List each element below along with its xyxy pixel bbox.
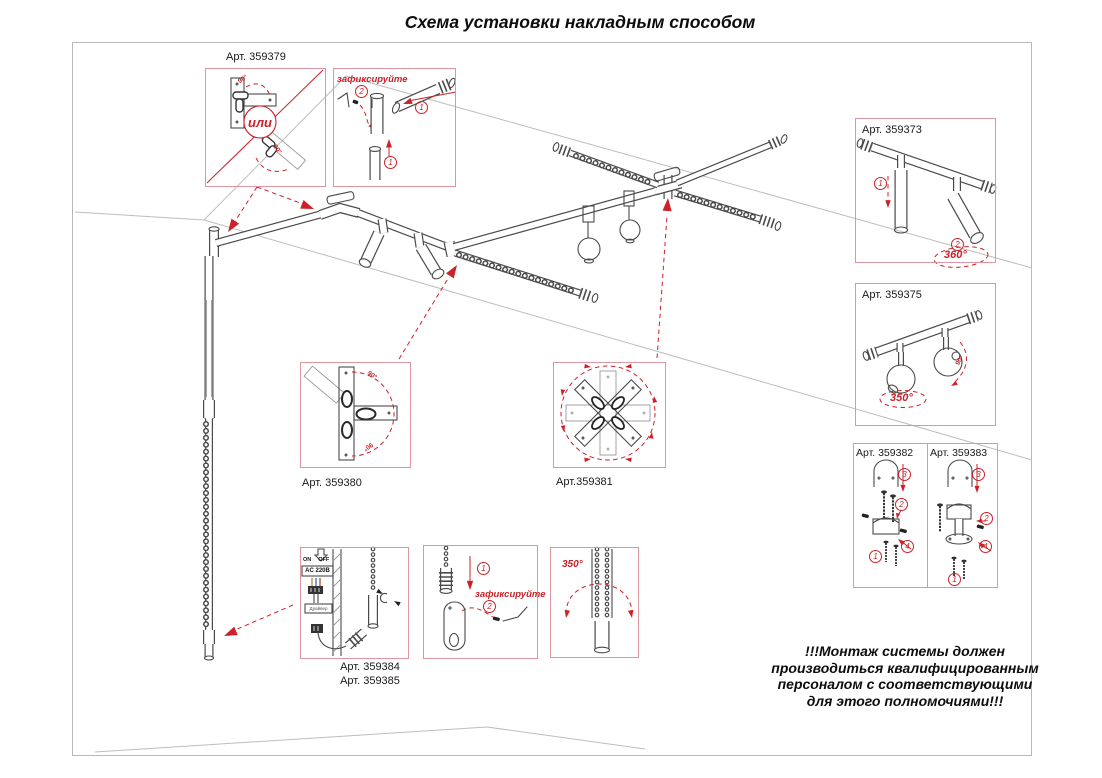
ceiling-cross: [552, 134, 788, 263]
inset-box-359373: [855, 118, 996, 263]
art-label-359385: Арт. 359385: [340, 675, 400, 687]
art-label-359383: Арт. 359383: [930, 447, 988, 459]
pointer-arrow-icon: [663, 198, 673, 212]
angle-360-label: 360°: [944, 249, 967, 261]
step-badge: 3: [972, 468, 985, 481]
spotlight: [421, 247, 446, 281]
angle-350-label: 350°: [562, 559, 583, 570]
step-badge: 1: [869, 550, 882, 563]
step-badge: 4: [979, 540, 992, 553]
warning-line: !!!Монтаж системы должен: [805, 643, 1005, 659]
fix-caption: зафиксируйте: [337, 74, 408, 85]
power-switch-labels: [303, 557, 329, 563]
inset-box-359382: [853, 443, 928, 588]
warning-line: для этого полномочиями!!!: [806, 692, 1004, 709]
page-title: Схема установки накладным способом: [404, 12, 756, 32]
angle-90-label: 90°: [365, 369, 378, 382]
art-label-359373: Арт. 359373: [862, 124, 922, 136]
step-badge: 2: [951, 238, 964, 251]
step-badge: 2: [980, 512, 993, 525]
wall-track: [205, 256, 214, 660]
warning-line: производиться квалифицированным: [771, 659, 1039, 676]
step-badge: 1: [477, 562, 490, 575]
step-badge: 1: [415, 101, 428, 114]
driver-label: Драйвер: [309, 606, 328, 611]
step-badge: 1: [874, 177, 887, 190]
art-label-359380: Арт. 359380: [302, 477, 362, 489]
inset-box-359384: [300, 547, 409, 659]
pointer-arrow-icon: [446, 262, 461, 278]
spotlight: [358, 233, 379, 269]
inset-box-359381: [553, 362, 666, 468]
step-badge: 2: [483, 600, 496, 613]
art-label-359375: Арт. 359375: [862, 289, 922, 301]
step-badge: 2: [895, 498, 908, 511]
step-badge: 1: [384, 156, 397, 169]
art-label-359382: Арт. 359382: [856, 447, 914, 459]
fix-caption: зафиксируйте: [475, 589, 546, 600]
angle-90-label: 90°: [954, 354, 966, 367]
inset-box-fix-top: [333, 68, 456, 187]
inset-box-359380: [300, 362, 411, 468]
step-badge: 3: [898, 468, 911, 481]
ceiling-track: [209, 190, 660, 303]
pointer-arrow-icon: [300, 200, 315, 213]
on-label: ON: [303, 557, 312, 563]
art-label-359379: Арт. 359379: [226, 51, 286, 63]
step-badge: 2: [355, 85, 368, 98]
or-label: или: [248, 115, 272, 130]
art-label-359381: Арт.359381: [556, 476, 613, 488]
angle-350-label: 350°: [890, 392, 913, 404]
pointer-arrow-icon: [222, 627, 238, 641]
corner-connector-plate: [326, 191, 354, 204]
off-label: OFF: [318, 557, 330, 563]
warning-line: персоналом с соответствующими: [777, 676, 1033, 692]
art-label-359384: Арт. 359384: [340, 661, 400, 673]
angle-90-label: 90°: [361, 440, 374, 453]
angle-90-label: 90°: [271, 143, 283, 156]
angle-90-label: 90°: [236, 73, 249, 86]
step-badge: 4: [901, 540, 914, 553]
step-badge: 1: [948, 573, 961, 586]
inset-box-359375: [855, 283, 996, 426]
voltage-label: AC 220В: [305, 567, 330, 574]
warning-text: [740, 643, 1070, 709]
